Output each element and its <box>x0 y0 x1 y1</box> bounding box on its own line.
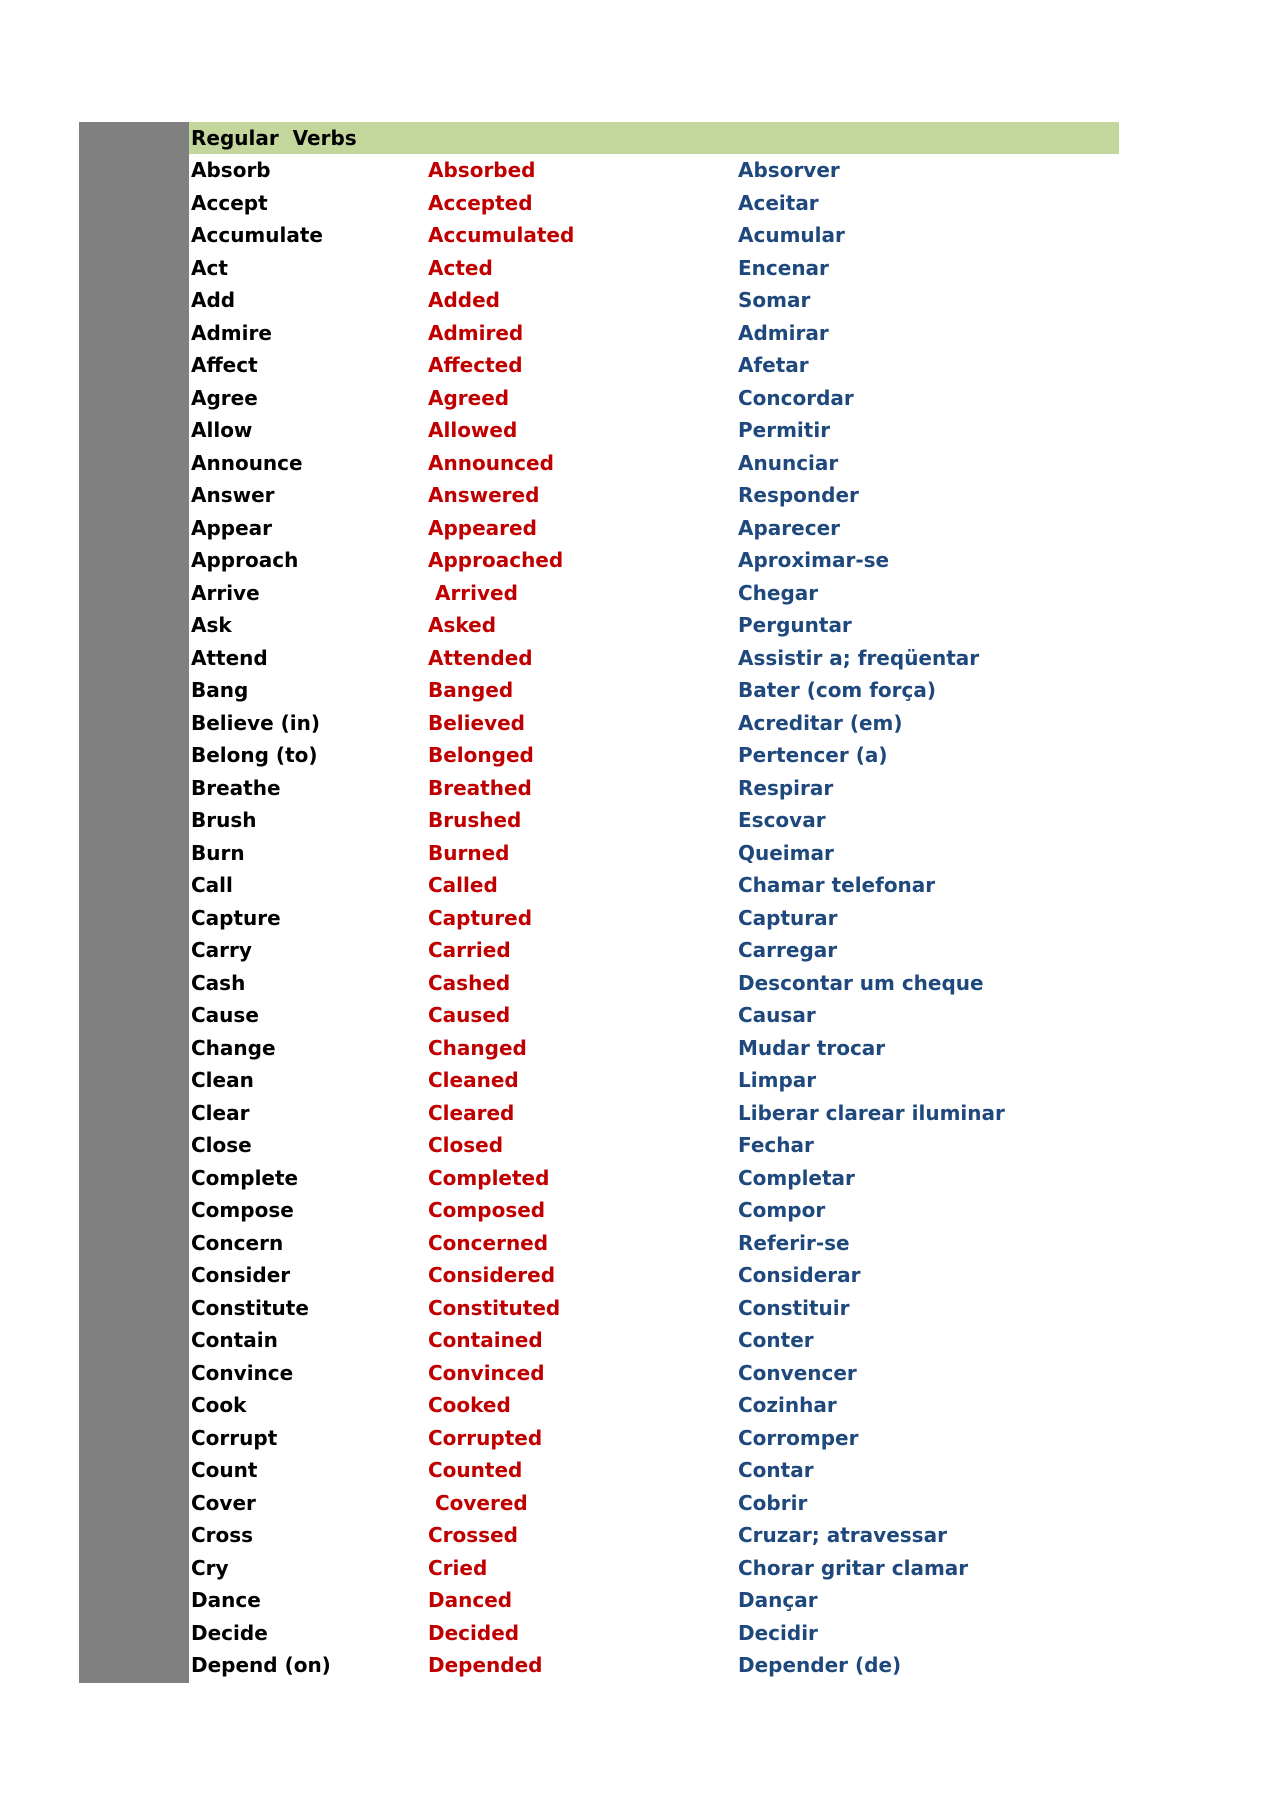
table-row <box>189 999 1119 1032</box>
translation-cell: Referir-se <box>738 1230 850 1255</box>
past-tense-cell: Crossed <box>428 1523 518 1547</box>
table-row <box>189 1584 1119 1617</box>
verb-cell: Answer <box>191 483 275 507</box>
table-row <box>189 1649 1119 1682</box>
verb-cell: Consider <box>191 1263 291 1287</box>
past-tense-cell: Brushed <box>428 808 522 832</box>
past-tense-cell: Affected <box>428 353 523 377</box>
table-row <box>189 1032 1119 1065</box>
past-tense-cell: Closed <box>428 1133 504 1157</box>
table-row <box>189 869 1119 902</box>
past-tense-cell: Breathed <box>428 775 532 800</box>
past-tense-cell: Approached <box>428 548 564 572</box>
translation-cell: Encenar <box>738 255 829 280</box>
verb-cell: Allow <box>191 418 253 442</box>
table-row <box>189 317 1119 350</box>
table-row <box>189 1454 1119 1487</box>
table-row <box>189 284 1119 317</box>
verb-cell: Constitute <box>191 1295 309 1320</box>
table-row <box>189 1292 1119 1325</box>
verb-cell: Compose <box>191 1198 294 1222</box>
translation-cell: Dançar <box>738 1588 818 1612</box>
translation-cell: Causar <box>738 1003 816 1027</box>
past-tense-cell: Answered <box>428 483 540 507</box>
verb-cell: Breathe <box>191 775 281 800</box>
translation-cell: Admirar <box>738 320 829 345</box>
translation-cell: Acumular <box>738 223 845 247</box>
past-tense-cell: Cried <box>428 1555 488 1580</box>
translation-cell: Descontar um cheque <box>738 970 984 995</box>
verb-cell: Cross <box>191 1523 254 1547</box>
past-tense-cell: Changed <box>428 1035 527 1060</box>
past-tense-cell: Convinced <box>428 1360 545 1385</box>
translation-cell: Chegar <box>738 580 819 605</box>
translation-cell: Carregar <box>738 938 838 962</box>
table-row <box>189 447 1119 480</box>
translation-cell: Depender (de) <box>738 1653 902 1677</box>
verb-cell: Dance <box>191 1588 261 1612</box>
verb-cell: Complete <box>191 1165 299 1190</box>
verb-cell: Capture <box>191 905 281 930</box>
translation-cell: Mudar trocar <box>738 1035 886 1060</box>
verb-cell: Admire <box>191 320 272 345</box>
past-tense-cell: Composed <box>428 1198 546 1222</box>
translation-cell: Concordar <box>738 385 854 410</box>
table-row <box>189 479 1119 512</box>
table-row <box>189 349 1119 382</box>
table-row <box>189 187 1119 220</box>
verb-cell: Cause <box>191 1003 259 1027</box>
verb-cell: Ask <box>191 613 232 637</box>
table-row <box>189 1162 1119 1195</box>
translation-cell: Compor <box>738 1198 826 1222</box>
translation-cell: Corromper <box>738 1425 859 1450</box>
table-row <box>189 1389 1119 1422</box>
translation-cell: Bater (com força) <box>738 678 937 702</box>
past-tense-cell: Accumulated <box>428 223 575 247</box>
table-row <box>189 382 1119 415</box>
translation-cell: Queimar <box>738 840 834 865</box>
table-row <box>189 154 1119 187</box>
verb-cell: Concern <box>191 1230 284 1255</box>
table-row <box>189 837 1119 870</box>
past-tense-cell: Depended <box>428 1653 543 1677</box>
translation-cell: Somar <box>738 288 811 312</box>
translation-cell: Decidir <box>738 1620 818 1645</box>
past-tense-cell: Belonged <box>428 743 534 767</box>
table-row <box>189 1097 1119 1130</box>
verb-cell: Call <box>191 873 233 897</box>
translation-cell: Considerar <box>738 1263 861 1287</box>
translation-cell: Completar <box>738 1165 855 1190</box>
verb-cell: Change <box>191 1035 276 1060</box>
translation-cell: Assistir a; freqüentar <box>738 645 980 670</box>
table-row <box>189 707 1119 740</box>
past-tense-cell: Concerned <box>428 1230 549 1255</box>
verb-cell: Clear <box>191 1100 250 1125</box>
section-header: Regular Verbs <box>189 122 1119 154</box>
table-row <box>189 1194 1119 1227</box>
verb-cell: Belong (to) <box>191 743 318 767</box>
verb-cell: Attend <box>191 645 268 670</box>
past-tense-cell: Covered <box>428 1490 528 1515</box>
verb-cell: Announce <box>191 450 303 475</box>
verb-cell: Brush <box>191 808 257 832</box>
verb-cell: Appear <box>191 515 273 540</box>
translation-cell: Contar <box>738 1458 814 1482</box>
table-row <box>189 1617 1119 1650</box>
past-tense-cell: Completed <box>428 1165 550 1190</box>
past-tense-cell: Believed <box>428 710 526 735</box>
verb-cell: Absorb <box>191 158 271 182</box>
verb-cell: Add <box>191 288 236 312</box>
translation-cell: Limpar <box>738 1068 817 1092</box>
past-tense-cell: Constituted <box>428 1295 561 1320</box>
verb-cell: Depend (on) <box>191 1653 331 1677</box>
sidebar-column <box>79 122 189 1683</box>
verb-cell: Cash <box>191 970 246 995</box>
past-tense-cell: Accepted <box>428 190 533 215</box>
translation-cell: Chorar gritar clamar <box>738 1555 969 1580</box>
table-row <box>189 414 1119 447</box>
past-tense-cell: Caused <box>428 1003 511 1027</box>
table-row <box>189 1552 1119 1585</box>
table-row <box>189 1259 1119 1292</box>
verb-cell: Carry <box>191 938 252 962</box>
past-tense-cell: Attended <box>428 645 533 670</box>
table-row <box>189 1324 1119 1357</box>
verb-table <box>189 154 1119 1682</box>
verb-cell: Arrive <box>191 580 260 605</box>
translation-cell: Fechar <box>738 1133 814 1157</box>
table-row <box>189 804 1119 837</box>
past-tense-cell: Cleaned <box>428 1068 519 1092</box>
verb-cell: Approach <box>191 548 299 572</box>
past-tense-cell: Decided <box>428 1620 520 1645</box>
table-row <box>189 967 1119 1000</box>
table-row <box>189 1487 1119 1520</box>
translation-cell: Anunciar <box>738 450 839 475</box>
translation-cell: Cobrir <box>738 1490 808 1515</box>
translation-cell: Pertencer (a) <box>738 743 888 767</box>
table-row <box>189 1422 1119 1455</box>
verb-cell: Agree <box>191 385 258 410</box>
verb-cell: Affect <box>191 353 258 377</box>
verb-cell: Convince <box>191 1360 294 1385</box>
verb-cell: Decide <box>191 1620 268 1645</box>
past-tense-cell: Banged <box>428 678 514 702</box>
translation-cell: Capturar <box>738 905 838 930</box>
past-tense-cell: Captured <box>428 905 533 930</box>
table-row <box>189 1064 1119 1097</box>
table-row <box>189 544 1119 577</box>
table-row <box>189 642 1119 675</box>
past-tense-cell: Admired <box>428 320 524 345</box>
translation-cell: Acreditar (em) <box>738 710 903 735</box>
translation-cell: Permitir <box>738 418 831 442</box>
past-tense-cell: Burned <box>428 840 510 865</box>
past-tense-cell: Carried <box>428 938 511 962</box>
verb-cell: Close <box>191 1133 252 1157</box>
translation-cell: Perguntar <box>738 613 852 637</box>
past-tense-cell: Announced <box>428 450 554 475</box>
translation-cell: Escovar <box>738 808 826 832</box>
translation-cell: Cruzar; atravessar <box>738 1523 947 1547</box>
verb-cell: Cover <box>191 1490 256 1515</box>
verb-cell: Cry <box>191 1555 229 1580</box>
past-tense-cell: Danced <box>428 1588 513 1612</box>
past-tense-cell: Allowed <box>428 418 518 442</box>
past-tense-cell: Added <box>428 288 500 312</box>
translation-cell: Chamar telefonar <box>738 873 936 897</box>
translation-cell: Absorver <box>738 158 840 182</box>
verb-cell: Accumulate <box>191 223 323 247</box>
past-tense-cell: Cleared <box>428 1100 515 1125</box>
table-row <box>189 1357 1119 1390</box>
table-row <box>189 934 1119 967</box>
translation-cell: Aceitar <box>738 190 819 215</box>
translation-cell: Constituir <box>738 1295 850 1320</box>
table-row <box>189 902 1119 935</box>
verb-cell: Bang <box>191 678 249 702</box>
past-tense-cell: Absorbed <box>428 158 536 182</box>
translation-cell: Conter <box>738 1328 814 1352</box>
verb-cell: Contain <box>191 1328 278 1352</box>
past-tense-cell: Cashed <box>428 970 511 995</box>
translation-cell: Aparecer <box>738 515 841 540</box>
verb-cell: Clean <box>191 1068 254 1092</box>
past-tense-cell: Contained <box>428 1328 543 1352</box>
verb-cell: Count <box>191 1458 258 1482</box>
table-row <box>189 1519 1119 1552</box>
verb-cell: Burn <box>191 840 245 865</box>
table-row <box>189 577 1119 610</box>
verb-cell: Believe (in) <box>191 710 321 735</box>
verb-cell: Corrupt <box>191 1425 278 1450</box>
translation-cell: Responder <box>738 483 859 507</box>
past-tense-cell: Agreed <box>428 385 510 410</box>
translation-cell: Convencer <box>738 1360 857 1385</box>
translation-cell: Aproximar-se <box>738 548 890 572</box>
translation-cell: Respirar <box>738 775 834 800</box>
past-tense-cell: Corrupted <box>428 1425 543 1450</box>
past-tense-cell: Cooked <box>428 1393 511 1417</box>
table-row <box>189 1129 1119 1162</box>
past-tense-cell: Arrived <box>428 580 518 605</box>
translation-cell: Liberar clarear iluminar <box>738 1100 1005 1125</box>
past-tense-cell: Counted <box>428 1458 523 1482</box>
verb-cell: Accept <box>191 190 268 215</box>
table-row <box>189 772 1119 805</box>
translation-cell: Afetar <box>738 353 809 377</box>
table-row <box>189 252 1119 285</box>
past-tense-cell: Asked <box>428 613 497 637</box>
table-row <box>189 219 1119 252</box>
past-tense-cell: Called <box>428 873 498 897</box>
past-tense-cell: Appeared <box>428 515 537 540</box>
table-row <box>189 739 1119 772</box>
past-tense-cell: Considered <box>428 1263 556 1287</box>
past-tense-cell: Acted <box>428 255 493 280</box>
table-row <box>189 512 1119 545</box>
translation-cell: Cozinhar <box>738 1393 837 1417</box>
verb-cell: Act <box>191 255 228 280</box>
table-row <box>189 609 1119 642</box>
table-row <box>189 1227 1119 1260</box>
verb-cell: Cook <box>191 1393 247 1417</box>
table-row <box>189 674 1119 707</box>
